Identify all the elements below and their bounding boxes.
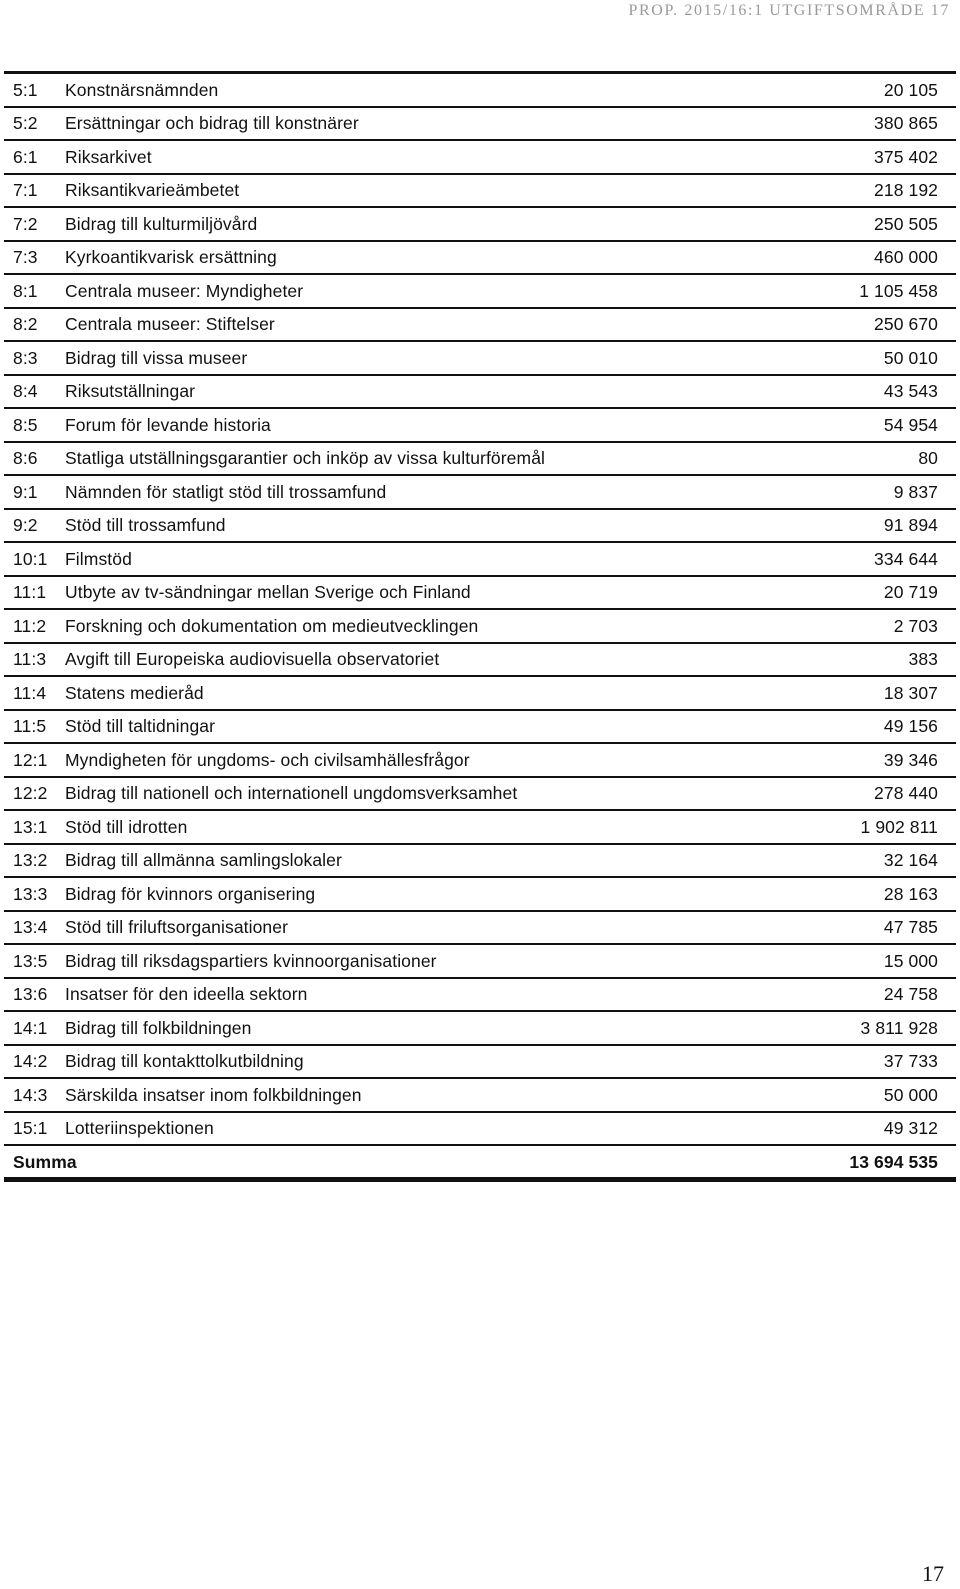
appropriation-code: 10:1 — [4, 542, 61, 576]
appropriation-name: Statens medieråd — [61, 676, 760, 710]
running-header: PROP. 2015/16:1 UTGIFTSOMRÅDE 17 — [628, 2, 950, 19]
appropriation-amount: 32 164 — [760, 844, 956, 878]
appropriation-amount: 39 346 — [760, 743, 956, 777]
appropriation-code: 8:4 — [4, 375, 61, 409]
appropriation-name: Särskilda insatser inom folkbildningen — [61, 1078, 760, 1112]
table-row — [4, 609, 956, 643]
appropriation-name: Bidrag till allmänna samlingslokaler — [61, 844, 760, 878]
appropriation-code: 11:2 — [4, 609, 61, 643]
appropriation-name: Lotteriinspektionen — [61, 1112, 760, 1146]
appropriation-code: 13:3 — [4, 877, 61, 911]
appropriation-name: Forum för levande historia — [61, 408, 760, 442]
table-row — [4, 911, 956, 945]
appropriation-amount: 50 010 — [760, 341, 956, 375]
appropriation-name: Insatser för den ideella sektorn — [61, 978, 760, 1012]
appropriation-code: 13:5 — [4, 944, 61, 978]
appropriation-amount: 49 156 — [760, 710, 956, 744]
appropriation-amount: 278 440 — [760, 777, 956, 811]
appropriation-amount: 218 192 — [760, 174, 956, 208]
appropriation-amount: 37 733 — [760, 1045, 956, 1079]
appropriation-code: 14:3 — [4, 1078, 61, 1112]
appropriation-code: 5:2 — [4, 107, 61, 141]
appropriation-code: 8:1 — [4, 274, 61, 308]
appropriation-code: 13:1 — [4, 810, 61, 844]
table-row — [4, 341, 956, 375]
appropriation-name: Bidrag för kvinnors organisering — [61, 877, 760, 911]
table-row — [4, 944, 956, 978]
appropriation-code: 7:2 — [4, 207, 61, 241]
appropriation-name: Riksarkivet — [61, 140, 760, 174]
table-row — [4, 1078, 956, 1112]
table-row — [4, 777, 956, 811]
appropriation-amount: 3 811 928 — [760, 1011, 956, 1045]
table-row — [4, 509, 956, 543]
total-row — [4, 1145, 956, 1180]
appropriation-code: 6:1 — [4, 140, 61, 174]
table-row — [4, 274, 956, 308]
appropriation-amount: 383 — [760, 643, 956, 677]
appropriation-amount: 54 954 — [760, 408, 956, 442]
appropriation-amount: 91 894 — [760, 509, 956, 543]
appropriation-amount: 1 105 458 — [760, 274, 956, 308]
appropriation-code: 9:1 — [4, 475, 61, 509]
appropriation-code: 11:1 — [4, 576, 61, 610]
appropriation-name: Avgift till Europeiska audiovisuella observatoriet — [61, 643, 760, 677]
appropriation-amount: 375 402 — [760, 140, 956, 174]
page-number: 17 — [922, 1561, 944, 1586]
appropriation-name: Stöd till friluftsorganisationer — [61, 911, 760, 945]
appropriation-code: 8:2 — [4, 308, 61, 342]
appropriation-amount: 28 163 — [760, 877, 956, 911]
appropriation-amount: 20 105 — [760, 73, 956, 107]
table-row — [4, 710, 956, 744]
appropriation-code: 13:4 — [4, 911, 61, 945]
appropriation-name: Stöd till trossamfund — [61, 509, 760, 543]
appropriation-code: 15:1 — [4, 1112, 61, 1146]
appropriations-table — [4, 71, 956, 1182]
appropriation-name: Konstnärsnämnden — [61, 73, 760, 107]
appropriation-amount: 20 719 — [760, 576, 956, 610]
appropriation-name: Filmstöd — [61, 542, 760, 576]
appropriation-amount: 2 703 — [760, 609, 956, 643]
appropriation-code: 12:1 — [4, 743, 61, 777]
appropriation-amount: 24 758 — [760, 978, 956, 1012]
appropriation-code: 7:1 — [4, 174, 61, 208]
table-row — [4, 810, 956, 844]
appropriation-name: Bidrag till kulturmiljövård — [61, 207, 760, 241]
appropriation-code: 14:1 — [4, 1011, 61, 1045]
table-row — [4, 576, 956, 610]
appropriation-name: Statliga utställningsgarantier och inköp av vissa kulturföremål — [61, 442, 760, 476]
total-label: Summa — [4, 1145, 760, 1180]
appropriation-amount: 15 000 — [760, 944, 956, 978]
appropriation-code: 7:3 — [4, 241, 61, 275]
appropriation-name: Bidrag till folkbildningen — [61, 1011, 760, 1045]
appropriation-name: Bidrag till vissa museer — [61, 341, 760, 375]
table-row — [4, 207, 956, 241]
appropriation-name: Bidrag till riksdagspartiers kvinnoorganisationer — [61, 944, 760, 978]
table-row — [4, 174, 956, 208]
appropriation-amount: 334 644 — [760, 542, 956, 576]
appropriation-name: Stöd till idrotten — [61, 810, 760, 844]
appropriation-name: Ersättningar och bidrag till konstnärer — [61, 107, 760, 141]
appropriation-name: Nämnden för statligt stöd till trossamfund — [61, 475, 760, 509]
table-row — [4, 107, 956, 141]
appropriation-name: Bidrag till kontakttolkutbildning — [61, 1045, 760, 1079]
table-row — [4, 978, 956, 1012]
appropriation-name: Utbyte av tv-sändningar mellan Sverige och Finland — [61, 576, 760, 610]
appropriation-name: Forskning och dokumentation om medieutvecklingen — [61, 609, 760, 643]
appropriation-name: Riksantikvarieämbetet — [61, 174, 760, 208]
appropriation-amount: 47 785 — [760, 911, 956, 945]
appropriation-amount: 50 000 — [760, 1078, 956, 1112]
appropriation-name: Bidrag till nationell och internationell ungdomsverksamhet — [61, 777, 760, 811]
table-row — [4, 73, 956, 107]
table-row — [4, 643, 956, 677]
table-row — [4, 844, 956, 878]
appropriation-code: 12:2 — [4, 777, 61, 811]
total-amount: 13 694 535 — [760, 1145, 956, 1180]
table-row — [4, 241, 956, 275]
appropriation-name: Kyrkoantikvarisk ersättning — [61, 241, 760, 275]
table-row — [4, 1011, 956, 1045]
appropriation-code: 8:6 — [4, 442, 61, 476]
table-row — [4, 308, 956, 342]
table-row — [4, 408, 956, 442]
appropriation-amount: 460 000 — [760, 241, 956, 275]
appropriation-code: 11:4 — [4, 676, 61, 710]
appropriation-name: Centrala museer: Stiftelser — [61, 308, 760, 342]
appropriation-code: 13:6 — [4, 978, 61, 1012]
table-row — [4, 743, 956, 777]
appropriation-code: 5:1 — [4, 73, 61, 107]
table-row — [4, 442, 956, 476]
appropriation-amount: 43 543 — [760, 375, 956, 409]
appropriation-name: Riksutställningar — [61, 375, 760, 409]
appropriation-code: 13:2 — [4, 844, 61, 878]
appropriation-code: 11:5 — [4, 710, 61, 744]
appropriation-code: 14:2 — [4, 1045, 61, 1079]
appropriation-code: 11:3 — [4, 643, 61, 677]
table-row — [4, 676, 956, 710]
table-row — [4, 542, 956, 576]
appropriation-code: 8:3 — [4, 341, 61, 375]
appropriation-code: 9:2 — [4, 509, 61, 543]
appropriation-amount: 250 670 — [760, 308, 956, 342]
appropriation-amount: 49 312 — [760, 1112, 956, 1146]
appropriation-amount: 380 865 — [760, 107, 956, 141]
appropriation-name: Centrala museer: Myndigheter — [61, 274, 760, 308]
table-row — [4, 140, 956, 174]
appropriation-amount: 250 505 — [760, 207, 956, 241]
appropriation-name: Myndigheten för ungdoms- och civilsamhällesfrågor — [61, 743, 760, 777]
table-row — [4, 877, 956, 911]
appropriation-code: 8:5 — [4, 408, 61, 442]
appropriation-amount: 18 307 — [760, 676, 956, 710]
table-body — [4, 73, 956, 1146]
appropriation-name: Stöd till taltidningar — [61, 710, 760, 744]
appropriation-amount: 1 902 811 — [760, 810, 956, 844]
table-row — [4, 375, 956, 409]
table-row — [4, 475, 956, 509]
appropriation-amount: 80 — [760, 442, 956, 476]
appropriation-amount: 9 837 — [760, 475, 956, 509]
table-row — [4, 1112, 956, 1146]
table-row — [4, 1045, 956, 1079]
